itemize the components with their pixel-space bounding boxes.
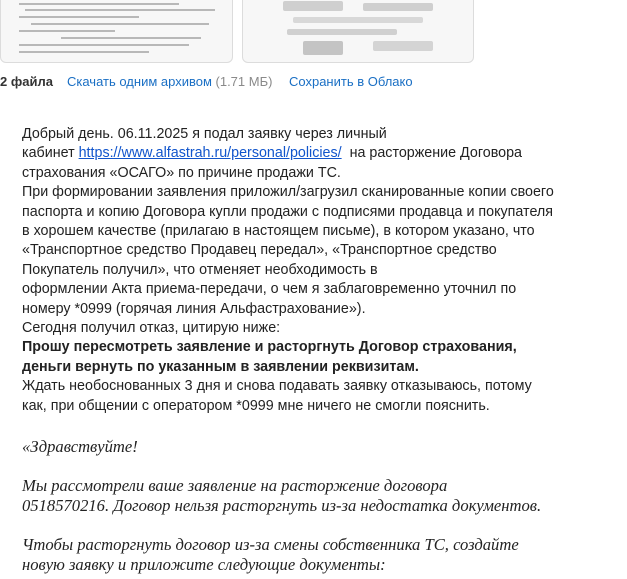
attachments-bar bbox=[0, 73, 627, 91]
quote-line: новую заявку и приложите следующие документы: bbox=[22, 555, 386, 574]
message-line bbox=[22, 144, 602, 163]
message-line: паспорта и копию Договора купли продажи с подписями продавца и покупателя bbox=[22, 203, 554, 220]
quote-line: Мы рассмотрели ваше заявление на расторжение договора bbox=[22, 476, 448, 495]
request-bold-line: деньги вернуть по указанным в заявлении реквизитам. bbox=[22, 358, 419, 375]
message-text: на расторжение Договора bbox=[341, 145, 522, 162]
quote-line: 0518570216. Договор нельзя расторгнуть из-за недостатка документов. bbox=[22, 496, 542, 515]
quoted-reply bbox=[22, 437, 622, 579]
policies-link[interactable]: https://www.alfastrah.ru/personal/policies/ bbox=[78, 145, 342, 162]
message-body bbox=[22, 125, 602, 416]
message-line: При формировании заявления приложил/загрузил сканированные копии своего bbox=[22, 184, 554, 201]
download-all-link[interactable] bbox=[67, 73, 272, 91]
scan-preview bbox=[243, 0, 473, 62]
request-bold-line: Прошу пересмотреть заявление и расторгнуть Договор страхования, bbox=[22, 339, 517, 356]
message-line: оформлении Акта приема-передачи, о чем я заблаговременно уточнил по bbox=[22, 281, 517, 298]
message-line: Добрый день. 06.11.2025 я подал заявку через личный bbox=[22, 126, 387, 142]
save-to-cloud-link[interactable]: Сохранить в Облако bbox=[289, 74, 413, 89]
quote-paragraph bbox=[22, 476, 622, 516]
message-line: как, при общении с оператором *0999 мне ничего не смогли пояснить. bbox=[22, 397, 490, 414]
archive-size: (1.71 МБ) bbox=[215, 74, 273, 89]
files-count: 2 файла bbox=[0, 74, 53, 89]
quote-line: Чтобы расторгнуть договор из-за смены собственника ТС, создайте bbox=[22, 535, 519, 554]
message-line: Покупатель получил», что отменяет необходимость в bbox=[22, 261, 378, 278]
quote-greeting: «Здравствуйте! bbox=[22, 437, 138, 456]
document-preview bbox=[1, 0, 232, 62]
quote-paragraph bbox=[22, 535, 622, 575]
message-line: «Транспортное средство Продавец передал», «Транспортное средство bbox=[22, 242, 497, 259]
download-all-label[interactable]: Скачать одним архивом bbox=[67, 74, 212, 89]
message-line: страхования «ОСАГО» по причине продажи ТС. bbox=[22, 164, 341, 181]
attachment-thumbnail-1[interactable] bbox=[0, 0, 233, 63]
message-line: в хорошем качестве (прилагаю в настоящем письме), в котором указано, что bbox=[22, 223, 535, 240]
message-text: кабинет bbox=[22, 145, 79, 162]
message-line: номеру *0999 (горячая линия Альфастрахование»). bbox=[22, 300, 366, 317]
message-line: Сегодня получил отказ, цитирую ниже: bbox=[22, 320, 281, 337]
message-line: Ждать необоснованных 3 дня и снова подавать заявку отказываюсь, потому bbox=[22, 378, 532, 395]
attachment-thumbnail-2[interactable] bbox=[242, 0, 474, 63]
